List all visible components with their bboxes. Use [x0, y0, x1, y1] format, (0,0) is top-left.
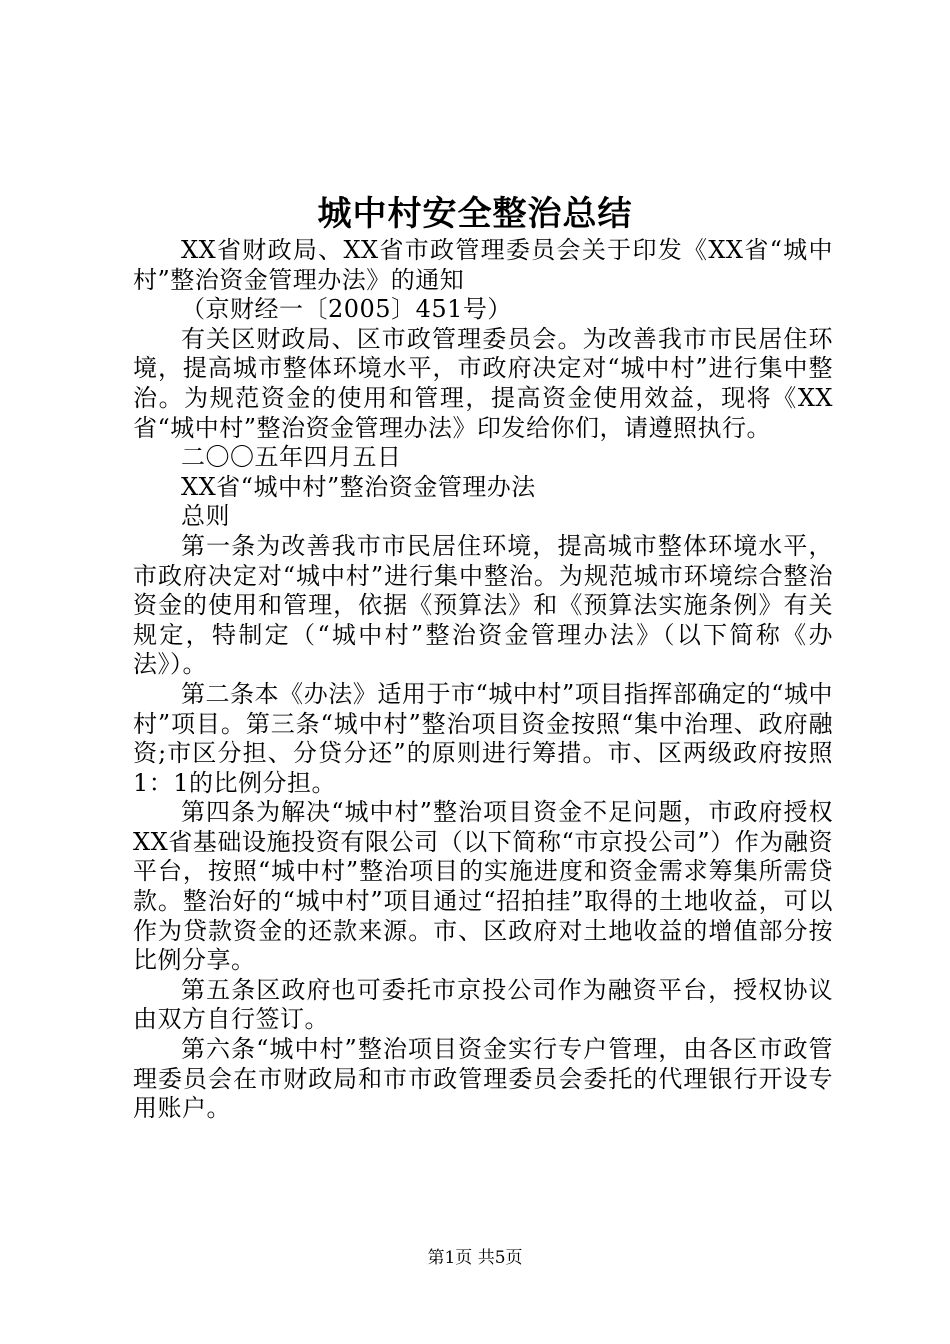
page-footer: 第1页 共5页	[427, 1248, 523, 1268]
article-1: 第一条为改善我市市民居住环境，提高城市整体环境水平，市政府决定对“城中村”进行集中整治。为规范城市环境综合整治资金的使用和管理，依据《预算法》和《预算法实施条例》有关规定，特制定（“城中村”整治资金管理办法》（以下简称《办法》）。	[133, 531, 833, 679]
section-general: 总则	[181, 502, 230, 531]
notice-date: 二〇〇五年四月五日	[181, 443, 402, 472]
document-body	[133, 236, 833, 1124]
article-4: 第四条为解决“城中村”整治项目资金不足问题，市政府授权XX省基础设施投资有限公司（以下简称“市京投公司”）作为融资平台，按照“城中村”整治项目的实施进度和资金需求筹集所需贷款。整治好的“城中村”项目通过“招拍挂”取得的土地收益，可以作为贷款资金的还款来源。市、区政府对土地收益的增值部分按比例分享。	[133, 798, 833, 975]
measures-title: XX省“城中村”整治资金管理办法	[181, 472, 536, 501]
document-title: 城中村安全整治总结	[317, 194, 633, 234]
article-6: 第六条“城中村”整治项目资金实行专户管理，由各区市政管理委员会在市财政局和市市政管理委员会委托的代理银行开设专用账户。	[133, 1035, 833, 1123]
notice-heading: XX省财政局、XX省市政管理委员会关于印发《XX省“城中村”整治资金管理办法》的通知	[133, 236, 833, 294]
article-2-3: 第二条本《办法》适用于市“城中村”项目指挥部确定的“城中村”项目。第三条“城中村”整治项目资金按照“集中治理、政府融资;市区分担、分贷分还”的原则进行筹措。市、区两级政府按照1：1的比例分担。	[133, 679, 833, 797]
article-5: 第五条区政府也可委托市京投公司作为融资平台，授权协议由双方自行签订。	[133, 975, 833, 1034]
notice-body: 有关区财政局、区市政管理委员会。为改善我市市民居住环境，提高城市整体环境水平，市政府决定对“城中村”进行集中整治。为规范资金的使用和管理，提高资金使用效益，现将《XX省“城中村”整治资金管理办法》印发给你们，请遵照执行。	[133, 324, 833, 442]
document-number: （京财经一〔2005〕451号）	[181, 295, 512, 324]
